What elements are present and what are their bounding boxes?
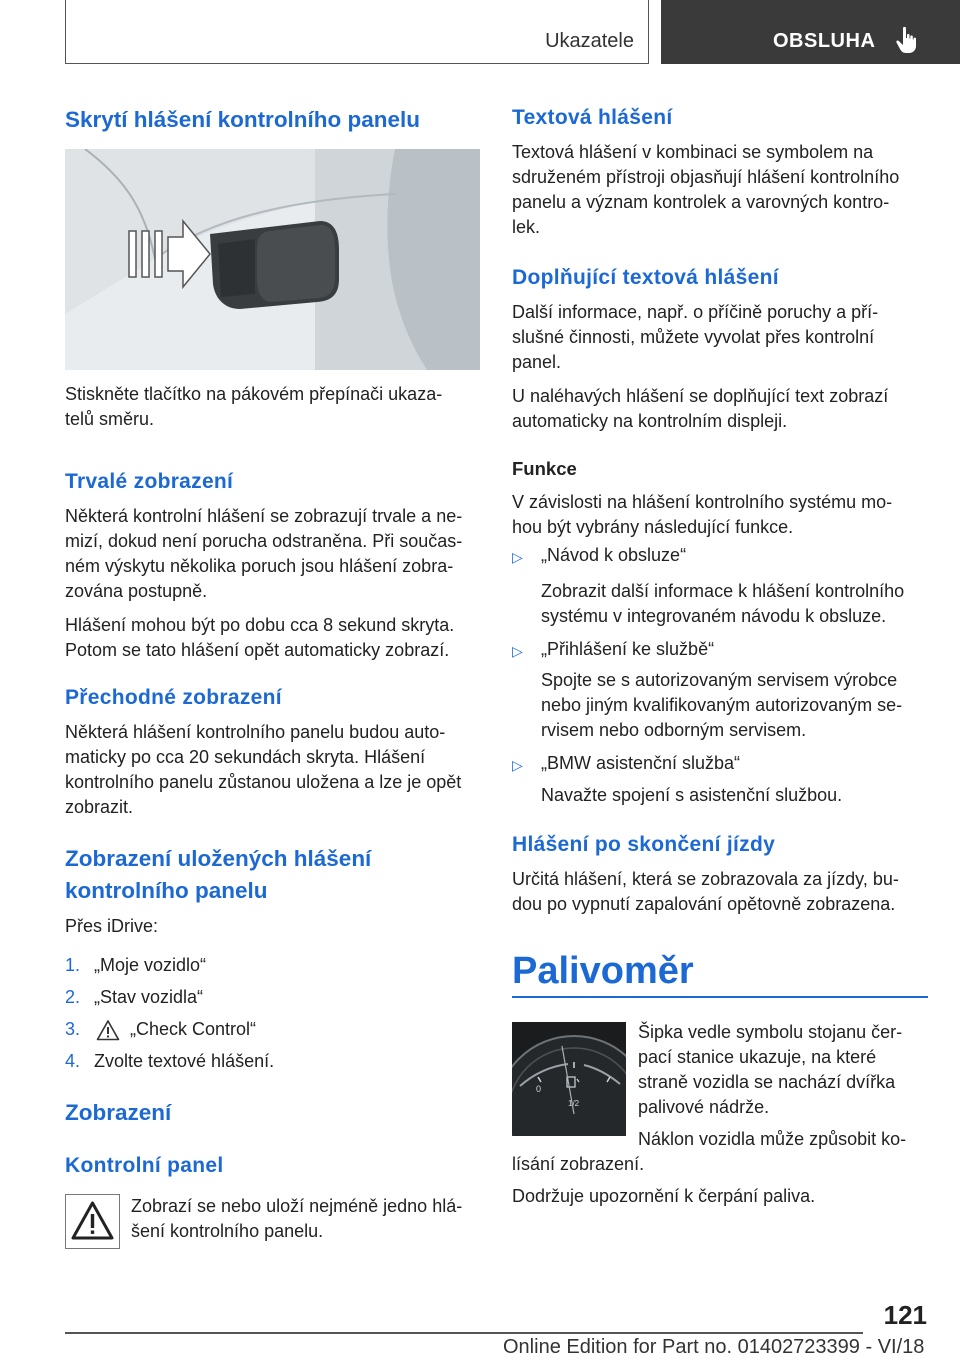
heading-after-drive: Hlášení po skončení jízdy	[512, 833, 776, 856]
heading-stored-messages-line2: kontrolního panelu	[65, 878, 268, 903]
step-number: 1.	[65, 955, 81, 975]
pointing-hand-icon	[894, 26, 918, 54]
paragraph-functions: V závislosti na hlášení kontrolního systému mo- hou být vybrány následující funkce.	[512, 492, 893, 537]
svg-text:0: 0	[536, 1084, 542, 1094]
paragraph-extra-2: U naléhavých hlášení se doplňující text zobrazí automaticky na kontrolním displeji.	[512, 386, 889, 431]
paragraph-transient-1: Některá hlášení kontrolního panelu budou auto- maticky po cca 20 sekundách skryta. Hlášení kontrolního panelu zůstanou uložena a lze je opět zobrazit.	[65, 722, 462, 817]
heading-permanent-display: Trvalé zobrazení	[65, 470, 234, 493]
heading-control-panel: Kontrolní panel	[65, 1154, 224, 1177]
step-text: „Moje vozidlo“	[94, 955, 207, 975]
page-number: 121	[883, 1300, 927, 1330]
heading-fuel-gauge: Palivoměr	[512, 950, 694, 992]
function-title: „Návod k obsluze“	[541, 545, 687, 565]
paragraph-after-drive: Určitá hlášení, která se zobrazovala za jízdy, bu- dou po vypnutí zapalování opětovně zobrazena.	[512, 869, 899, 914]
paragraph-text-messages: Textová hlášení v kombinaci se symbolem na sdruženém přístroji objasňují hlášení kontrolního panelu a význam kontrolek a varovných kontro- lek.	[512, 142, 900, 237]
step-text: „Check Control“	[130, 1019, 257, 1039]
step-number: 2.	[65, 987, 81, 1007]
paragraph-fuel-3: Dodržuje upozornění k čerpání paliva.	[512, 1186, 816, 1206]
step-number: 4.	[65, 1051, 81, 1071]
heading-extra-text-messages: Doplňující textová hlášení	[512, 266, 779, 289]
function-description: Spojte se s autorizovaným servisem výrobce nebo jiným kvalifikovaným autorizovaným se- rvisem nebo odborným servisem.	[541, 670, 903, 740]
function-description: Navažte spojení s asistenční službou.	[541, 785, 843, 805]
heading-transient-display: Přechodné zobrazení	[65, 686, 282, 709]
step-text: „Stav vozidla“	[94, 987, 204, 1007]
turn-signal-lever-illustration	[65, 149, 480, 370]
paragraph-permanent-1: Některá kontrolní hlášení se zobrazují trvale a ne- mizí, dokud není porucha odstraněna. Při součas- ném výskytu několika poruch jsou hlášení zobra- zována postupně.	[65, 506, 463, 601]
paragraph-fuel-1: Šipka vedle symbolu stojanu čer- pací stanice ukazuje, na které straně vozidla se nachází dvířka palivové nádrže.	[638, 1022, 903, 1117]
paragraph-control-panel: Zobrazí se nebo uloží nejméně jedno hlá- šení kontrolního panelu.	[131, 1196, 463, 1241]
warning-triangle-icon	[66, 1195, 119, 1248]
footer-rule	[65, 1332, 863, 1334]
section-title-hide-messages: Skrytí hlášení kontrolního panelu	[65, 107, 421, 132]
function-title: „BMW asistenční služba“	[541, 753, 741, 773]
heading-text-messages: Textová hlášení	[512, 106, 673, 129]
warning-triangle-icon	[96, 1019, 120, 1041]
heading-display: Zobrazení	[65, 1100, 172, 1125]
header-chapter-box	[661, 0, 960, 64]
step-text: Zvolte textové hlášení.	[94, 1051, 275, 1071]
image-caption: Stiskněte tlačítko na pákovém přepínači ukaza- telů směru.	[65, 384, 443, 429]
idrive-intro: Přes iDrive:	[65, 916, 159, 936]
triangle-bullet-icon: ▷	[512, 549, 523, 565]
heading-rule	[512, 996, 928, 998]
gauge-half-label: 1/2	[568, 1099, 580, 1108]
header-section-box	[65, 0, 649, 64]
step-number: 3.	[65, 1019, 81, 1039]
function-description: Zobrazit další informace k hlášení kontrolního systému v integrovaném návodu k obsluze.	[541, 581, 905, 626]
warning-sign-box	[65, 1194, 120, 1249]
fuel-gauge-image	[512, 1022, 626, 1136]
paragraph-extra-1: Další informace, např. o příčině poruchy a pří- slušné činnosti, můžete vyvolat přes kontrolní panel.	[512, 302, 879, 372]
heading-stored-messages-line1: Zobrazení uložených hlášení	[65, 846, 372, 871]
paragraph-permanent-2: Hlášení mohou být po dobu cca 8 sekund skryta. Potom se tato hlášení opět automaticky zobrazí.	[65, 615, 455, 660]
function-title: „Přihlášení ke službě“	[541, 639, 715, 659]
header-chapter-title: OBSLUHA	[773, 30, 876, 52]
header-section-title: Ukazatele	[545, 30, 634, 52]
heading-functions: Funkce	[512, 458, 577, 479]
triangle-bullet-icon: ▷	[512, 757, 523, 773]
paragraph-fuel-2a: Náklon vozidla může způsobit ko-	[638, 1129, 907, 1149]
triangle-bullet-icon: ▷	[512, 643, 523, 659]
footer-edition: Online Edition for Part no. 01402723399 - VI/18	[503, 1336, 925, 1358]
paragraph-fuel-2b: lísání zobrazení.	[512, 1154, 645, 1174]
